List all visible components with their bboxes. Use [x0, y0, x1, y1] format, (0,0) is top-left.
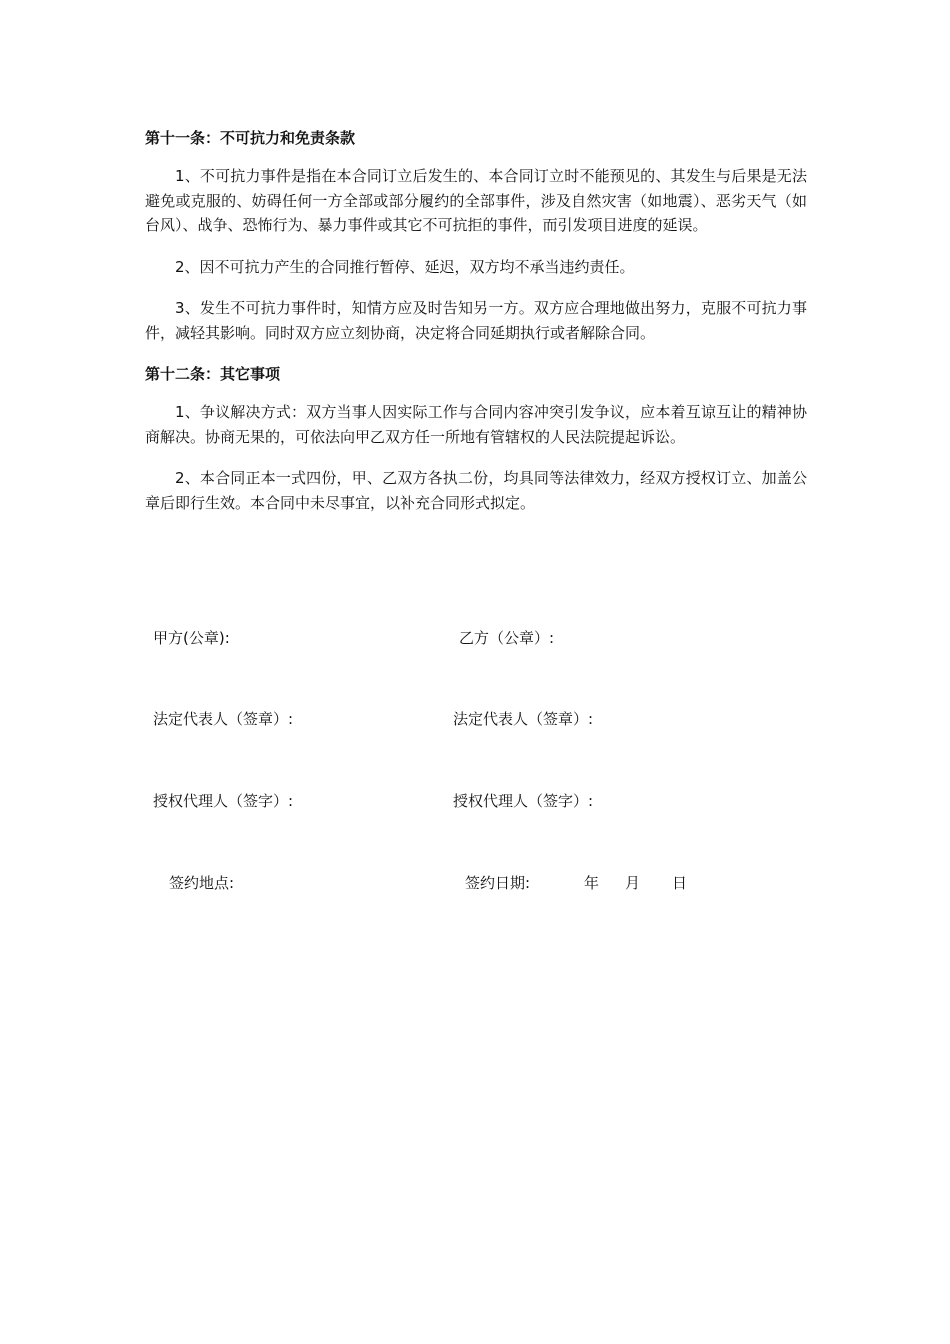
- party-a-legal-rep-label: 法定代表人（签章）:: [153, 710, 294, 728]
- party-a-seal-label: 甲方(公章):: [153, 629, 230, 647]
- party-b-seal-label: 乙方（公章）:: [459, 629, 555, 647]
- date-year-label: 年: [584, 874, 600, 892]
- date-day-label: 日: [672, 874, 688, 892]
- article-12-item-2: 2、本合同正本一式四份，甲、乙双方各执二份，均具同等法律效力，经双方授权订立、加盖公章后即行生效。本合同中未尽事宜，以补充合同形式拟定。: [145, 469, 807, 512]
- sign-date-label: 签约日期:: [465, 874, 531, 892]
- article-12-item-1: 1、争议解决方式：双方当事人因实际工作与合同内容冲突引发争议，应本着互谅互让的精神协商解决。协商无果的，可依法向甲乙双方任一所地有管辖权的人民法院提起诉讼。: [145, 403, 807, 446]
- article-12-title: 第十二条：其它事项: [145, 365, 281, 383]
- article-11-title: 第十一条：不可抗力和免责条款: [145, 129, 356, 147]
- sign-place-label: 签约地点:: [169, 874, 235, 892]
- party-b-legal-rep-label: 法定代表人（签章）:: [453, 710, 594, 728]
- date-month-label: 月: [625, 874, 641, 892]
- article-11-item-3: 3、发生不可抗力事件时，知情方应及时告知另一方。双方应合理地做出努力，克服不可抗力事件，减轻其影响。同时双方应立刻协商，决定将合同延期执行或者解除合同。: [145, 299, 807, 342]
- party-a-agent-label: 授权代理人（签字）:: [153, 792, 294, 810]
- contract-body: [145, 126, 807, 532]
- article-11-item-2: 2、因不可抗力产生的合同推行暂停、延迟，双方均不承当违约责任。: [175, 257, 635, 276]
- article-11-item-1: 1、不可抗力事件是指在本合同订立后发生的、本合同订立时不能预见的、其发生与后果是无法避免或克服的、妨碍任何一方全部或部分履约的全部事件，涉及自然灾害（如地震）、恶劣天气（如台风）、战争、恐怖行为、暴力事件或其它不可抗拒的事件，而引发项目进度的延误。: [145, 167, 807, 234]
- party-b-agent-label: 授权代理人（签字）:: [453, 792, 594, 810]
